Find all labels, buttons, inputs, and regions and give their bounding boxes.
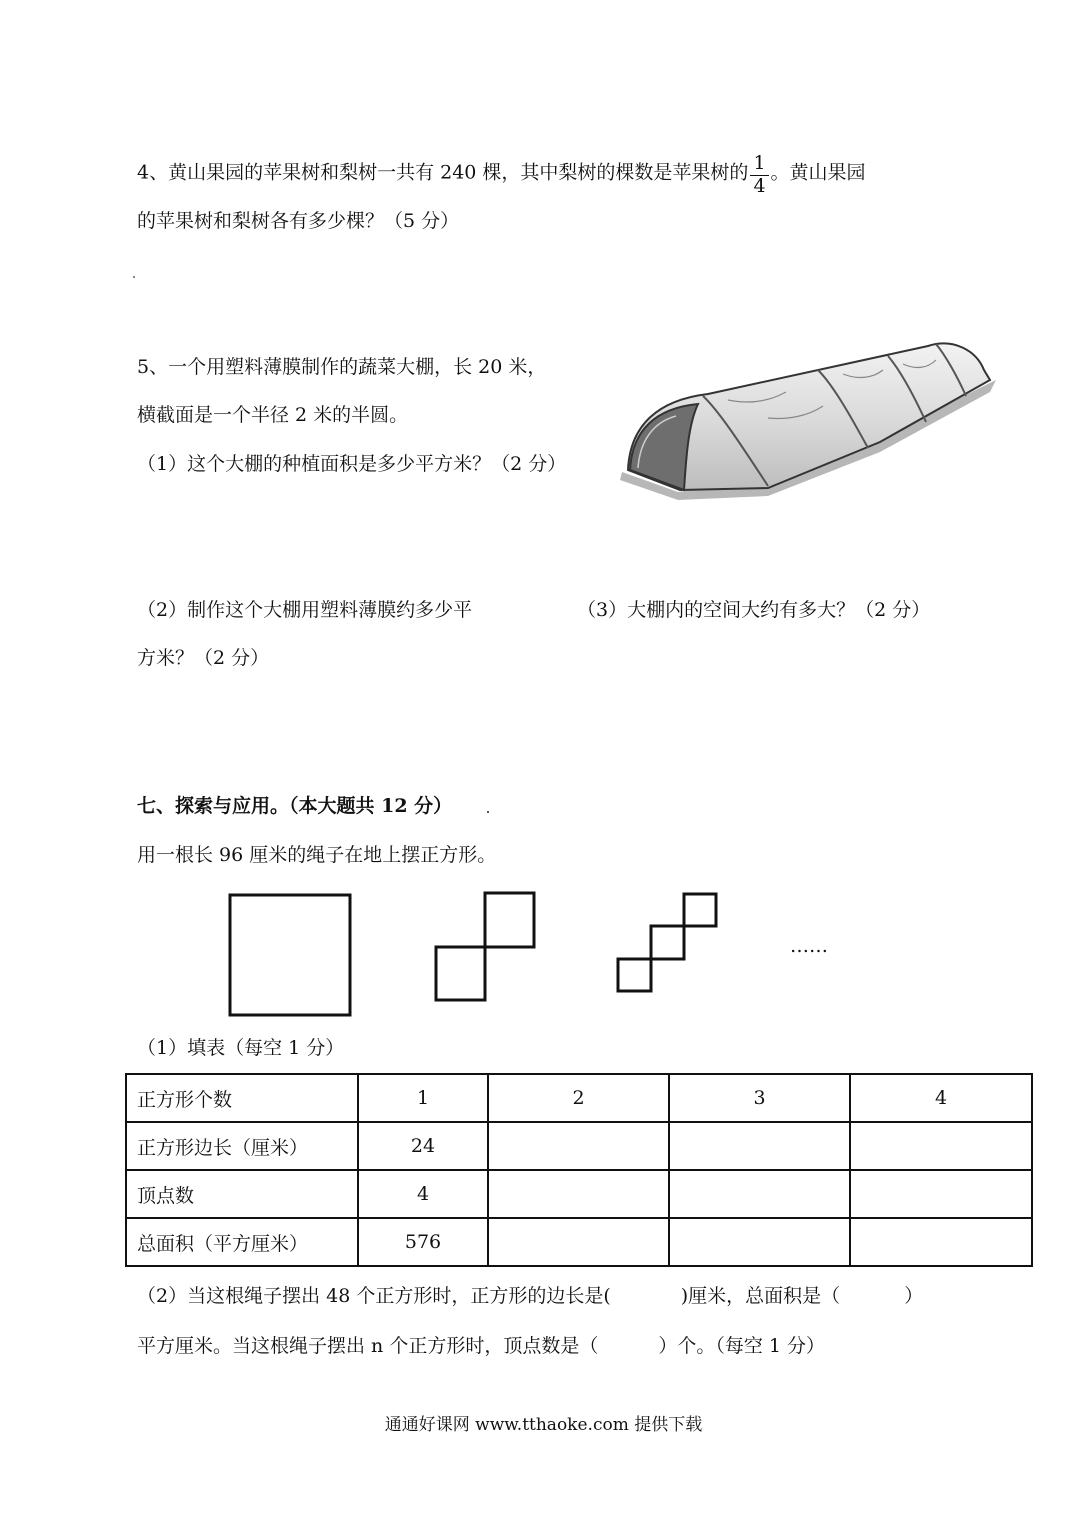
part1-label: （1）填表（每空 1 分） xyxy=(137,1037,345,1059)
greenhouse-illustration xyxy=(618,330,1000,500)
section7-intro: 用一根长 96 厘米的绳子在地上摆正方形。 xyxy=(137,844,497,866)
header-cell: 3 xyxy=(669,1074,850,1122)
header-cell: 2 xyxy=(488,1074,669,1122)
figure-ellipsis: …… xyxy=(790,935,828,957)
blank-cell[interactable] xyxy=(488,1218,669,1266)
q4-fraction xyxy=(750,154,768,197)
q4-line1 xyxy=(137,152,866,195)
part2-text-d: 平方厘米。当这根绳子摆出 n 个正方形时，顶点数是（ xyxy=(137,1335,599,1357)
q4-line2: 的苹果树和梨树各有多少棵？（5 分） xyxy=(137,210,460,232)
q4-text-before: 4、黄山果园的苹果树和梨树一共有 240 棵，其中梨树的棵数是苹果树的 xyxy=(137,161,749,184)
q5-sub2-line2: 方米？（2 分） xyxy=(137,647,270,669)
q5-sub1: （1）这个大棚的种植面积是多少平方米？（2 分） xyxy=(137,453,567,475)
table-header-row xyxy=(126,1074,1032,1122)
stray-dot xyxy=(133,276,135,278)
blank-cell[interactable] xyxy=(669,1122,850,1170)
fraction-denominator: 4 xyxy=(753,174,766,197)
footer: 通通好课网 www.tthaoke.com 提供下载 xyxy=(384,1415,703,1435)
header-cell: 正方形个数 xyxy=(126,1074,358,1122)
part2-text-b: )厘米，总面积是（ xyxy=(680,1285,841,1307)
part2-text-e: ）个。（每空 1 分） xyxy=(658,1335,825,1357)
section7-title: 七、探索与应用。（本大题共 12 分） xyxy=(137,795,453,817)
blank-cell[interactable] xyxy=(850,1218,1032,1266)
q5-sub3: （3）大棚内的空间大约有多大？（2 分） xyxy=(577,599,931,621)
table-row xyxy=(126,1122,1032,1170)
row-label: 正方形边长（厘米） xyxy=(126,1122,358,1170)
table-cell: 4 xyxy=(358,1170,488,1218)
part2-line1 xyxy=(137,1287,923,1306)
blank-cell[interactable] xyxy=(850,1122,1032,1170)
part2-line2 xyxy=(137,1337,825,1356)
q5-line2: 横截面是一个半径 2 米的半圆。 xyxy=(137,404,409,426)
table-cell: 576 xyxy=(358,1218,488,1266)
header-cell: 1 xyxy=(358,1074,488,1122)
q5-sub2-line1: （2）制作这个大棚用塑料薄膜约多少平 xyxy=(137,599,473,621)
blank-cell[interactable] xyxy=(488,1170,669,1218)
row-label: 顶点数 xyxy=(126,1170,358,1218)
square-figure-3 xyxy=(616,892,720,994)
q4-text-after: 。黄山果园 xyxy=(770,161,866,184)
row-label: 总面积（平方厘米） xyxy=(126,1218,358,1266)
table-row xyxy=(126,1218,1032,1266)
blank-cell[interactable] xyxy=(669,1218,850,1266)
square-figure-2 xyxy=(434,891,538,1003)
stray-dot xyxy=(487,811,489,813)
header-cell: 4 xyxy=(850,1074,1032,1122)
blank-cell[interactable] xyxy=(488,1122,669,1170)
fill-table xyxy=(125,1073,1033,1267)
q5-line1: 5、一个用塑料薄膜制作的蔬菜大棚，长 20 米， xyxy=(137,356,547,378)
table-cell: 24 xyxy=(358,1122,488,1170)
blank-cell[interactable] xyxy=(850,1170,1032,1218)
part2-text-a: （2）当这根绳子摆出 48 个正方形时，正方形的边长是( xyxy=(137,1285,611,1307)
table-row xyxy=(126,1170,1032,1218)
blank-cell[interactable] xyxy=(669,1170,850,1218)
square-figure-1 xyxy=(228,893,352,1017)
fraction-numerator: 1 xyxy=(750,154,768,176)
part2-text-c: ） xyxy=(904,1285,924,1307)
